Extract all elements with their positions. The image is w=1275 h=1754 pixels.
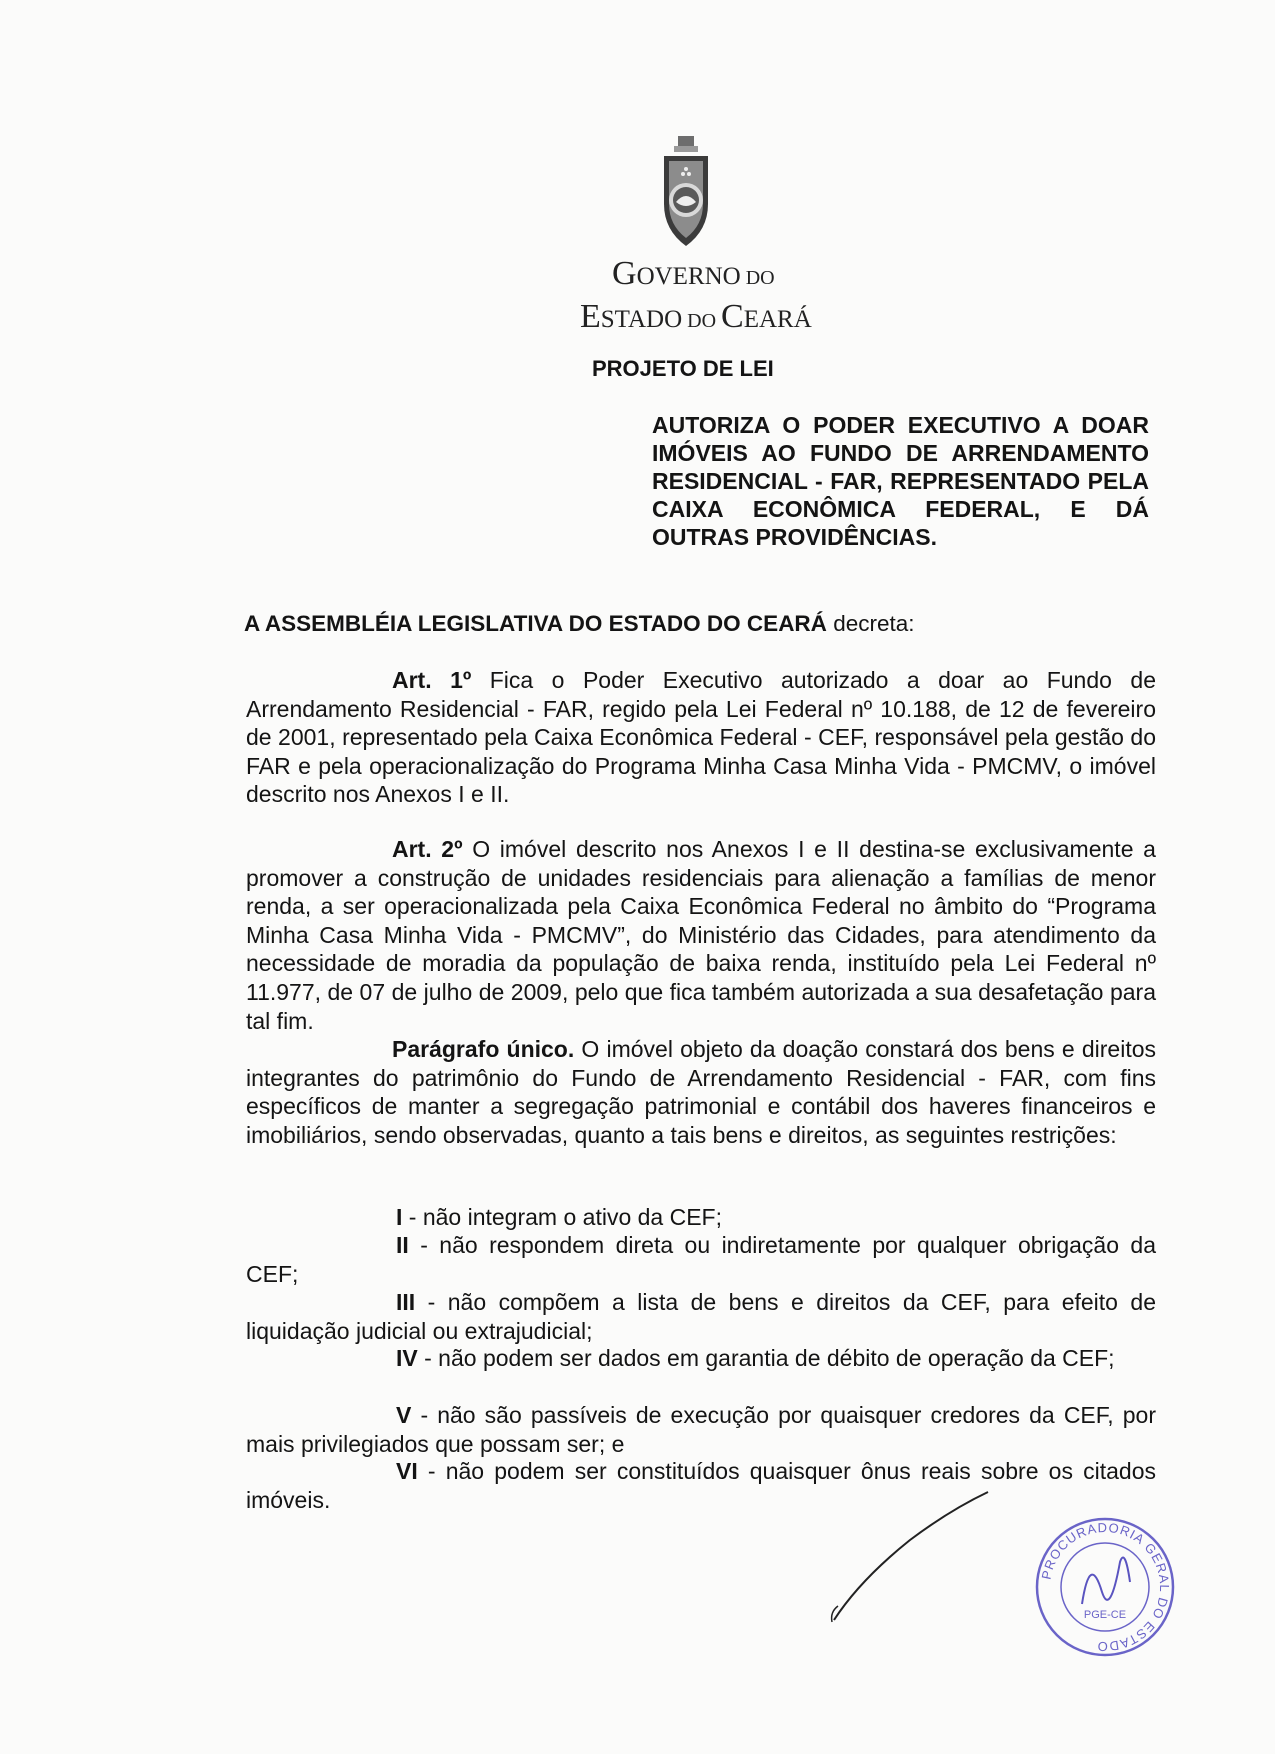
restriction-item-2: II - não respondem direta ou indiretamente por qualquer obrigação da CEF; xyxy=(246,1232,1156,1287)
official-stamp xyxy=(1030,1512,1180,1662)
handwritten-signature xyxy=(820,1480,1000,1630)
state-coat-of-arms xyxy=(660,134,712,250)
bill-summary: AUTORIZA O PODER EXECUTIVO A DOAR IMÓVEIS AO FUNDO DE ARRENDAMENTO RESIDENCIAL - FAR, REPRESENTADO PELA CAIXA ECONÔMICA FEDERAL, E DÁ OUTRAS PROVIDÊNCIAS. xyxy=(652,412,1149,550)
document-type-title: PROJETO DE LEI xyxy=(592,356,774,381)
restriction-item-1: I - não integram o ativo da CEF; xyxy=(396,1204,722,1230)
article-1: Art. 1º Fica o Poder Executivo autorizado a doar ao Fundo de Arrendamento Residencial - FAR, regido pela Lei Federal nº 10.188, de 12 de fevereiro de 2001, representado pela Caixa Econômica Federal - CEF, responsável pela gestão do FAR e pela operacionalização do Programa Minha Casa Minha Vida - PMCMV, o imóvel descrito nos Anexos I e II. xyxy=(246,667,1156,808)
restriction-item-5: V - não são passíveis de execução por quaisquer credores da CEF, por mais privilegiados que possam ser; e xyxy=(246,1402,1156,1457)
restriction-item-4: IV - não podem ser dados em garantia de débito de operação da CEF; xyxy=(396,1345,1115,1371)
article-2: Art. 2º O imóvel descrito nos Anexos I e II destina-se exclusivamente a promover a construção de unidades residenciais para alienação a famílias de menor renda, a ser operacionalizada pela Caixa Econômica Federal no âmbito do “Programa Minha Casa Minha Vida - PMCMV”, do Ministério das Cidades, para atendimento da necessidade de moradia da população de baixa renda, instituído pela Lei Federal nº 11.977, de 07 de julho de 2009, pelo que fica também autorizada a sua desafetação para tal fim. xyxy=(246,836,1156,1034)
government-title-line-2: ESTADO DO CEARÁ xyxy=(580,298,812,335)
government-title-line-1: GOVERNO DO xyxy=(612,255,775,292)
restriction-item-6: VI - não podem ser constituídos quaisquer ônus reais sobre os citados imóveis. xyxy=(246,1458,1156,1513)
stamp-inner-text: PGE-CE xyxy=(1083,1609,1127,1621)
stamp-ring-text: PROCURADORIA GERAL DO ESTADO xyxy=(1038,1519,1173,1655)
restriction-item-3: III - não compõem a lista de bens e direitos da CEF, para efeito de liquidação judicial ou extrajudicial; xyxy=(246,1289,1156,1344)
svg-text:PROCURADORIA GERAL DO ESTADO xyxy=(1038,1520,1172,1654)
sole-paragraph: Parágrafo único. O imóvel objeto da doação constará dos bens e direitos integrantes do patrimônio do Fundo de Arrendamento Residencial - FAR, com fins específicos de manter a segregação patrimonial e contábil dos haveres financeiros e imobiliários, sendo observadas, quanto a tais bens e direitos, as seguintes restrições: xyxy=(246,1036,1157,1148)
enacting-clause: A ASSEMBLÉIA LEGISLATIVA DO ESTADO DO CEARÁ decreta: xyxy=(244,611,915,636)
